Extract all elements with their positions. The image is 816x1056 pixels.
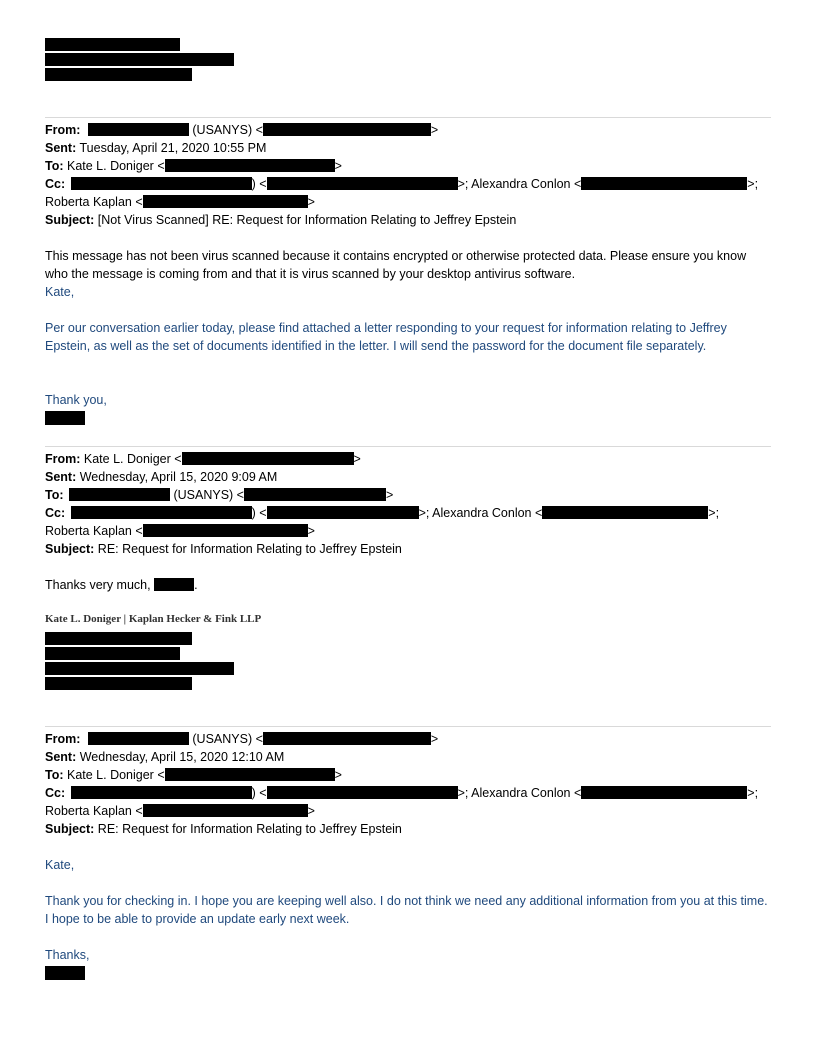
- angle-close: >: [307, 524, 315, 538]
- body-end: .: [194, 578, 198, 592]
- subject-label: Subject:: [45, 822, 95, 836]
- email-from-line: [45, 730, 438, 748]
- signature-separator: |: [120, 613, 129, 625]
- angle-close: >: [334, 768, 342, 782]
- redaction: [154, 578, 194, 591]
- angle-close: >: [430, 732, 439, 746]
- cc-separator: ) <: [251, 786, 267, 800]
- cc-label: Cc:: [45, 786, 66, 800]
- subject-text: [Not Virus Scanned] RE: Request for Information Relating to Jeffrey Epstein: [94, 213, 517, 227]
- email-subject-line: [45, 540, 402, 558]
- subject-label: Subject:: [45, 213, 95, 227]
- sent-date: Wednesday, April 15, 2020 9:09 AM: [76, 470, 278, 484]
- email-to-line: [45, 157, 342, 175]
- redaction: [267, 786, 458, 799]
- redaction: [88, 732, 189, 745]
- email-from-line: [45, 450, 361, 468]
- email-to-line: [45, 766, 342, 784]
- email-cc-line-2: [45, 193, 315, 211]
- redaction: [244, 488, 386, 501]
- redaction-signature-line-1: [45, 632, 192, 645]
- body-text: Thanks very much,: [45, 578, 155, 592]
- cc-kaplan: Roberta Kaplan <: [45, 804, 143, 818]
- angle-close: >: [430, 123, 439, 137]
- cc-kaplan: Roberta Kaplan <: [45, 524, 143, 538]
- sent-date: Tuesday, April 21, 2020 10:55 PM: [76, 141, 267, 155]
- cc-conlon: >; Alexandra Conlon <: [418, 506, 543, 520]
- redaction-header-line-3: [45, 68, 192, 81]
- redaction: [581, 786, 747, 799]
- email-body: Per our conversation earlier today, please find attached a letter responding to your request for information relating to Jeffrey Epstein, as well as the set of documents identified in the letter. I will send the password for the document file separately.: [45, 321, 727, 353]
- sent-label: Sent:: [45, 470, 77, 484]
- cc-end: >;: [747, 177, 759, 191]
- greeting: Kate,: [45, 285, 75, 299]
- redaction: [267, 177, 458, 190]
- redaction: [88, 123, 189, 136]
- redaction-header-line-2: [45, 53, 234, 66]
- redaction: [165, 159, 335, 172]
- to-label: To:: [45, 159, 64, 173]
- angle-close: >: [385, 488, 394, 502]
- angle-close: >: [307, 195, 315, 209]
- to-recipient: Kate L. Doniger <: [63, 768, 165, 782]
- redaction-signature-line-4: [45, 677, 192, 690]
- sent-date: Wednesday, April 15, 2020 12:10 AM: [76, 750, 285, 764]
- email-body: [45, 576, 198, 594]
- redaction: [263, 123, 431, 136]
- redaction: [69, 488, 170, 501]
- signature-name: Kate L. Doniger: [45, 613, 121, 625]
- email-separator: [45, 117, 771, 118]
- redaction-signature: [45, 411, 85, 425]
- subject-text: RE: Request for Information Relating to Jeffrey Epstein: [94, 822, 402, 836]
- to-recipient: Kate L. Doniger <: [63, 159, 165, 173]
- virus-warning: This message has not been virus scanned because it contains encrypted or otherwise protected data. Please ensure you know who the message is coming from and that it is virus scanned by your desktop antivirus software.: [45, 249, 747, 281]
- sent-label: Sent:: [45, 750, 77, 764]
- from-label: From:: [45, 452, 81, 466]
- redaction-signature: [45, 966, 85, 980]
- subject-text: RE: Request for Information Relating to Jeffrey Epstein: [94, 542, 402, 556]
- email-sent-line: [45, 139, 266, 157]
- signature-line: [45, 613, 261, 625]
- greeting: Kate,: [45, 858, 75, 872]
- email-sent-line: [45, 468, 277, 486]
- angle-close: >: [307, 804, 315, 818]
- closing: Thanks,: [45, 948, 90, 962]
- email-from-line: [45, 121, 438, 139]
- subject-label: Subject:: [45, 542, 95, 556]
- email-cc-line-2: [45, 802, 315, 820]
- email-body: Thank you for checking in. I hope you are keeping well also. I do not think we need any additional information from you at this time. I hope to be able to provide an update early next week.: [45, 894, 768, 926]
- redaction-signature-line-2: [45, 647, 180, 660]
- cc-separator: ) <: [251, 506, 267, 520]
- redaction: [581, 177, 747, 190]
- from-suffix: (USANYS) <: [188, 123, 263, 137]
- cc-end: >;: [747, 786, 759, 800]
- to-suffix: (USANYS) <: [170, 488, 244, 502]
- cc-separator: ) <: [251, 177, 267, 191]
- to-label: To:: [45, 488, 64, 502]
- email-subject-line: [45, 211, 516, 229]
- redaction-header-line-1: [45, 38, 180, 51]
- cc-end: >;: [708, 506, 720, 520]
- closing: Thank you,: [45, 393, 107, 407]
- redaction: [143, 524, 308, 537]
- email-sent-line: [45, 748, 284, 766]
- redaction: [71, 786, 252, 799]
- from-label: From:: [45, 732, 81, 746]
- redaction: [182, 452, 354, 465]
- redaction: [165, 768, 335, 781]
- redaction: [263, 732, 431, 745]
- redaction-signature-line-3: [45, 662, 234, 675]
- sent-label: Sent:: [45, 141, 77, 155]
- from-label: From:: [45, 123, 81, 137]
- angle-close: >: [353, 452, 361, 466]
- cc-conlon: >; Alexandra Conlon <: [457, 177, 582, 191]
- from-suffix: (USANYS) <: [188, 732, 263, 746]
- signature-firm: Kaplan Hecker & Fink LLP: [128, 613, 262, 625]
- email-cc-line-2: [45, 522, 315, 540]
- redaction: [143, 804, 308, 817]
- redaction: [71, 506, 252, 519]
- to-label: To:: [45, 768, 64, 782]
- email-to-line: [45, 486, 393, 504]
- angle-close: >: [334, 159, 342, 173]
- cc-conlon: >; Alexandra Conlon <: [457, 786, 582, 800]
- cc-kaplan: Roberta Kaplan <: [45, 195, 143, 209]
- email-separator: [45, 726, 771, 727]
- email-subject-line: [45, 820, 402, 838]
- cc-label: Cc:: [45, 506, 66, 520]
- redaction: [267, 506, 419, 519]
- from-sender: Kate L. Doniger <: [80, 452, 182, 466]
- email-cc-line: [45, 784, 758, 802]
- email-cc-line: [45, 175, 758, 193]
- redaction: [143, 195, 308, 208]
- email-separator: [45, 446, 771, 447]
- redaction: [542, 506, 708, 519]
- email-cc-line: [45, 504, 719, 522]
- cc-label: Cc:: [45, 177, 66, 191]
- redaction: [71, 177, 252, 190]
